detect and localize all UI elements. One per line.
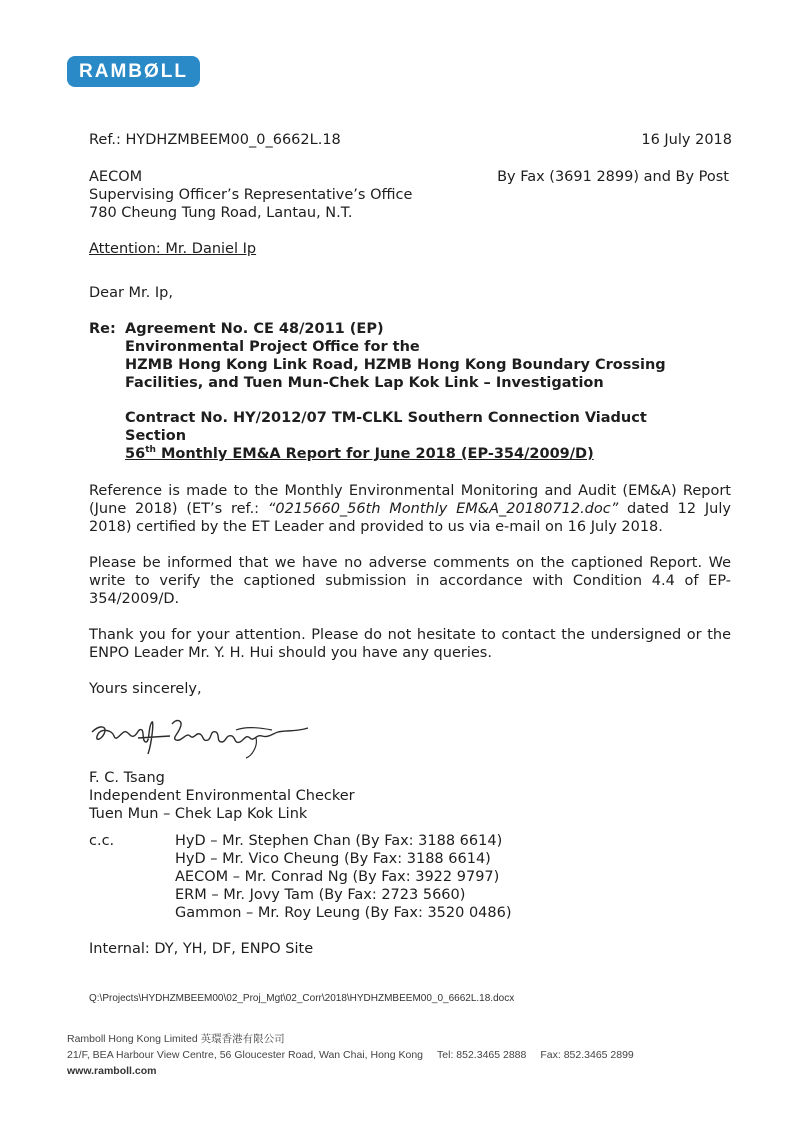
- letter-date: 16 July 2018: [641, 132, 732, 148]
- delivery-method: By Fax (3691 2899) and By Post: [497, 169, 729, 185]
- signer-block: [89, 769, 355, 823]
- report-title-text: Monthly EM&A Report for June 2018 (EP-354/2009/D): [155, 446, 594, 462]
- subject-line: Agreement No. CE 48/2011 (EP): [125, 321, 384, 337]
- re-label: Re:: [89, 321, 116, 337]
- attention-line: Attention: Mr. Daniel Ip: [89, 241, 257, 257]
- salutation: Dear Mr. Ip,: [89, 285, 173, 301]
- paragraph-text: Reference is made to the Monthly Environmental Monitoring and Audit (EM&A) Report (June 2018) (ET’s ref.:: [89, 483, 731, 517]
- addressee-line: Supervising Officer’s Representative’s Office: [89, 187, 413, 203]
- cc-recipient: Gammon – Mr. Roy Leung (By Fax: 3520 0486): [175, 905, 512, 921]
- report-number: 56: [125, 446, 146, 462]
- footer-fax: Fax: 852.3465 2899: [540, 1049, 634, 1061]
- addressee-block: [89, 168, 412, 222]
- paragraph-text: dated 12 July 2018) certified by the ET Leader and provided to us via e-mail on 16 July 2018.: [89, 501, 731, 535]
- subject-line: HZMB Hong Kong Link Road, HZMB Hong Kong Boundary Crossing: [125, 357, 666, 373]
- signer-project: Tuen Mun – Chek Lap Kok Link: [89, 806, 308, 822]
- ramboll-logo: RAMBØLL: [67, 56, 200, 87]
- subject-line: Environmental Project Office for the: [125, 339, 420, 355]
- paragraph-reference: [89, 482, 731, 536]
- contract-line: Section: [125, 428, 187, 444]
- ref-filename: “0215660_56th Monthly EM&A_20180712.doc”: [267, 501, 619, 517]
- cc-recipient: HyD – Mr. Stephen Chan (By Fax: 3188 6614): [175, 833, 503, 849]
- subject-line: Facilities, and Tuen Mun-Chek Lap Kok Link – Investigation: [125, 375, 604, 391]
- cc-list: [175, 832, 512, 922]
- closing: Yours sincerely,: [89, 681, 202, 697]
- contract-line: Contract No. HY/2012/07 TM-CLKL Southern Connection Viaduct: [125, 410, 647, 426]
- signer-title: Independent Environmental Checker: [89, 788, 355, 804]
- internal-distribution: Internal: DY, YH, DF, ENPO Site: [89, 941, 314, 957]
- file-path: Q:\Projects\HYDHZMBEEM00\02_Proj_Mgt\02_Corr\2018\HYDHZMBEEM00_0_6662L.18.docx: [89, 993, 515, 1004]
- addressee-line: AECOM: [89, 169, 143, 185]
- handwritten-signature: [86, 712, 336, 766]
- footer-company: Ramboll Hong Kong Limited 英環香港有限公司: [67, 1033, 285, 1045]
- subject-block: [125, 320, 666, 392]
- contract-block: [125, 409, 647, 463]
- report-number-suffix: th: [145, 445, 156, 456]
- addressee-line: 780 Cheung Tung Road, Lantau, N.T.: [89, 205, 353, 221]
- letterhead-footer: [67, 1031, 634, 1079]
- footer-address-line: [67, 1047, 634, 1063]
- footer-address: 21/F, BEA Harbour View Centre, 56 Gloucester Road, Wan Chai, Hong Kong: [67, 1049, 424, 1061]
- signer-name: F. C. Tsang: [89, 770, 165, 786]
- cc-recipient: AECOM – Mr. Conrad Ng (By Fax: 3922 9797): [175, 869, 500, 885]
- report-title: [125, 445, 647, 463]
- paragraph-thanks: Thank you for your attention. Please do not hesitate to contact the undersigned or the ENPO Leader Mr. Y. H. Hui should you have any queries.: [89, 627, 731, 661]
- reference-number: Ref.: HYDHZMBEEM00_0_6662L.18: [89, 132, 341, 148]
- cc-recipient: ERM – Mr. Jovy Tam (By Fax: 2723 5660): [175, 887, 466, 903]
- paragraph-no-comments: Please be informed that we have no adverse comments on the captioned Report. We write to verify the captioned submission in accordance with Condition 4.4 of EP-354/2009/D.: [89, 555, 731, 607]
- footer-website[interactable]: www.ramboll.com: [67, 1065, 157, 1077]
- cc-label: c.c.: [89, 833, 115, 849]
- cc-recipient: HyD – Mr. Vico Cheung (By Fax: 3188 6614): [175, 851, 491, 867]
- footer-tel: Tel: 852.3465 2888: [437, 1049, 527, 1061]
